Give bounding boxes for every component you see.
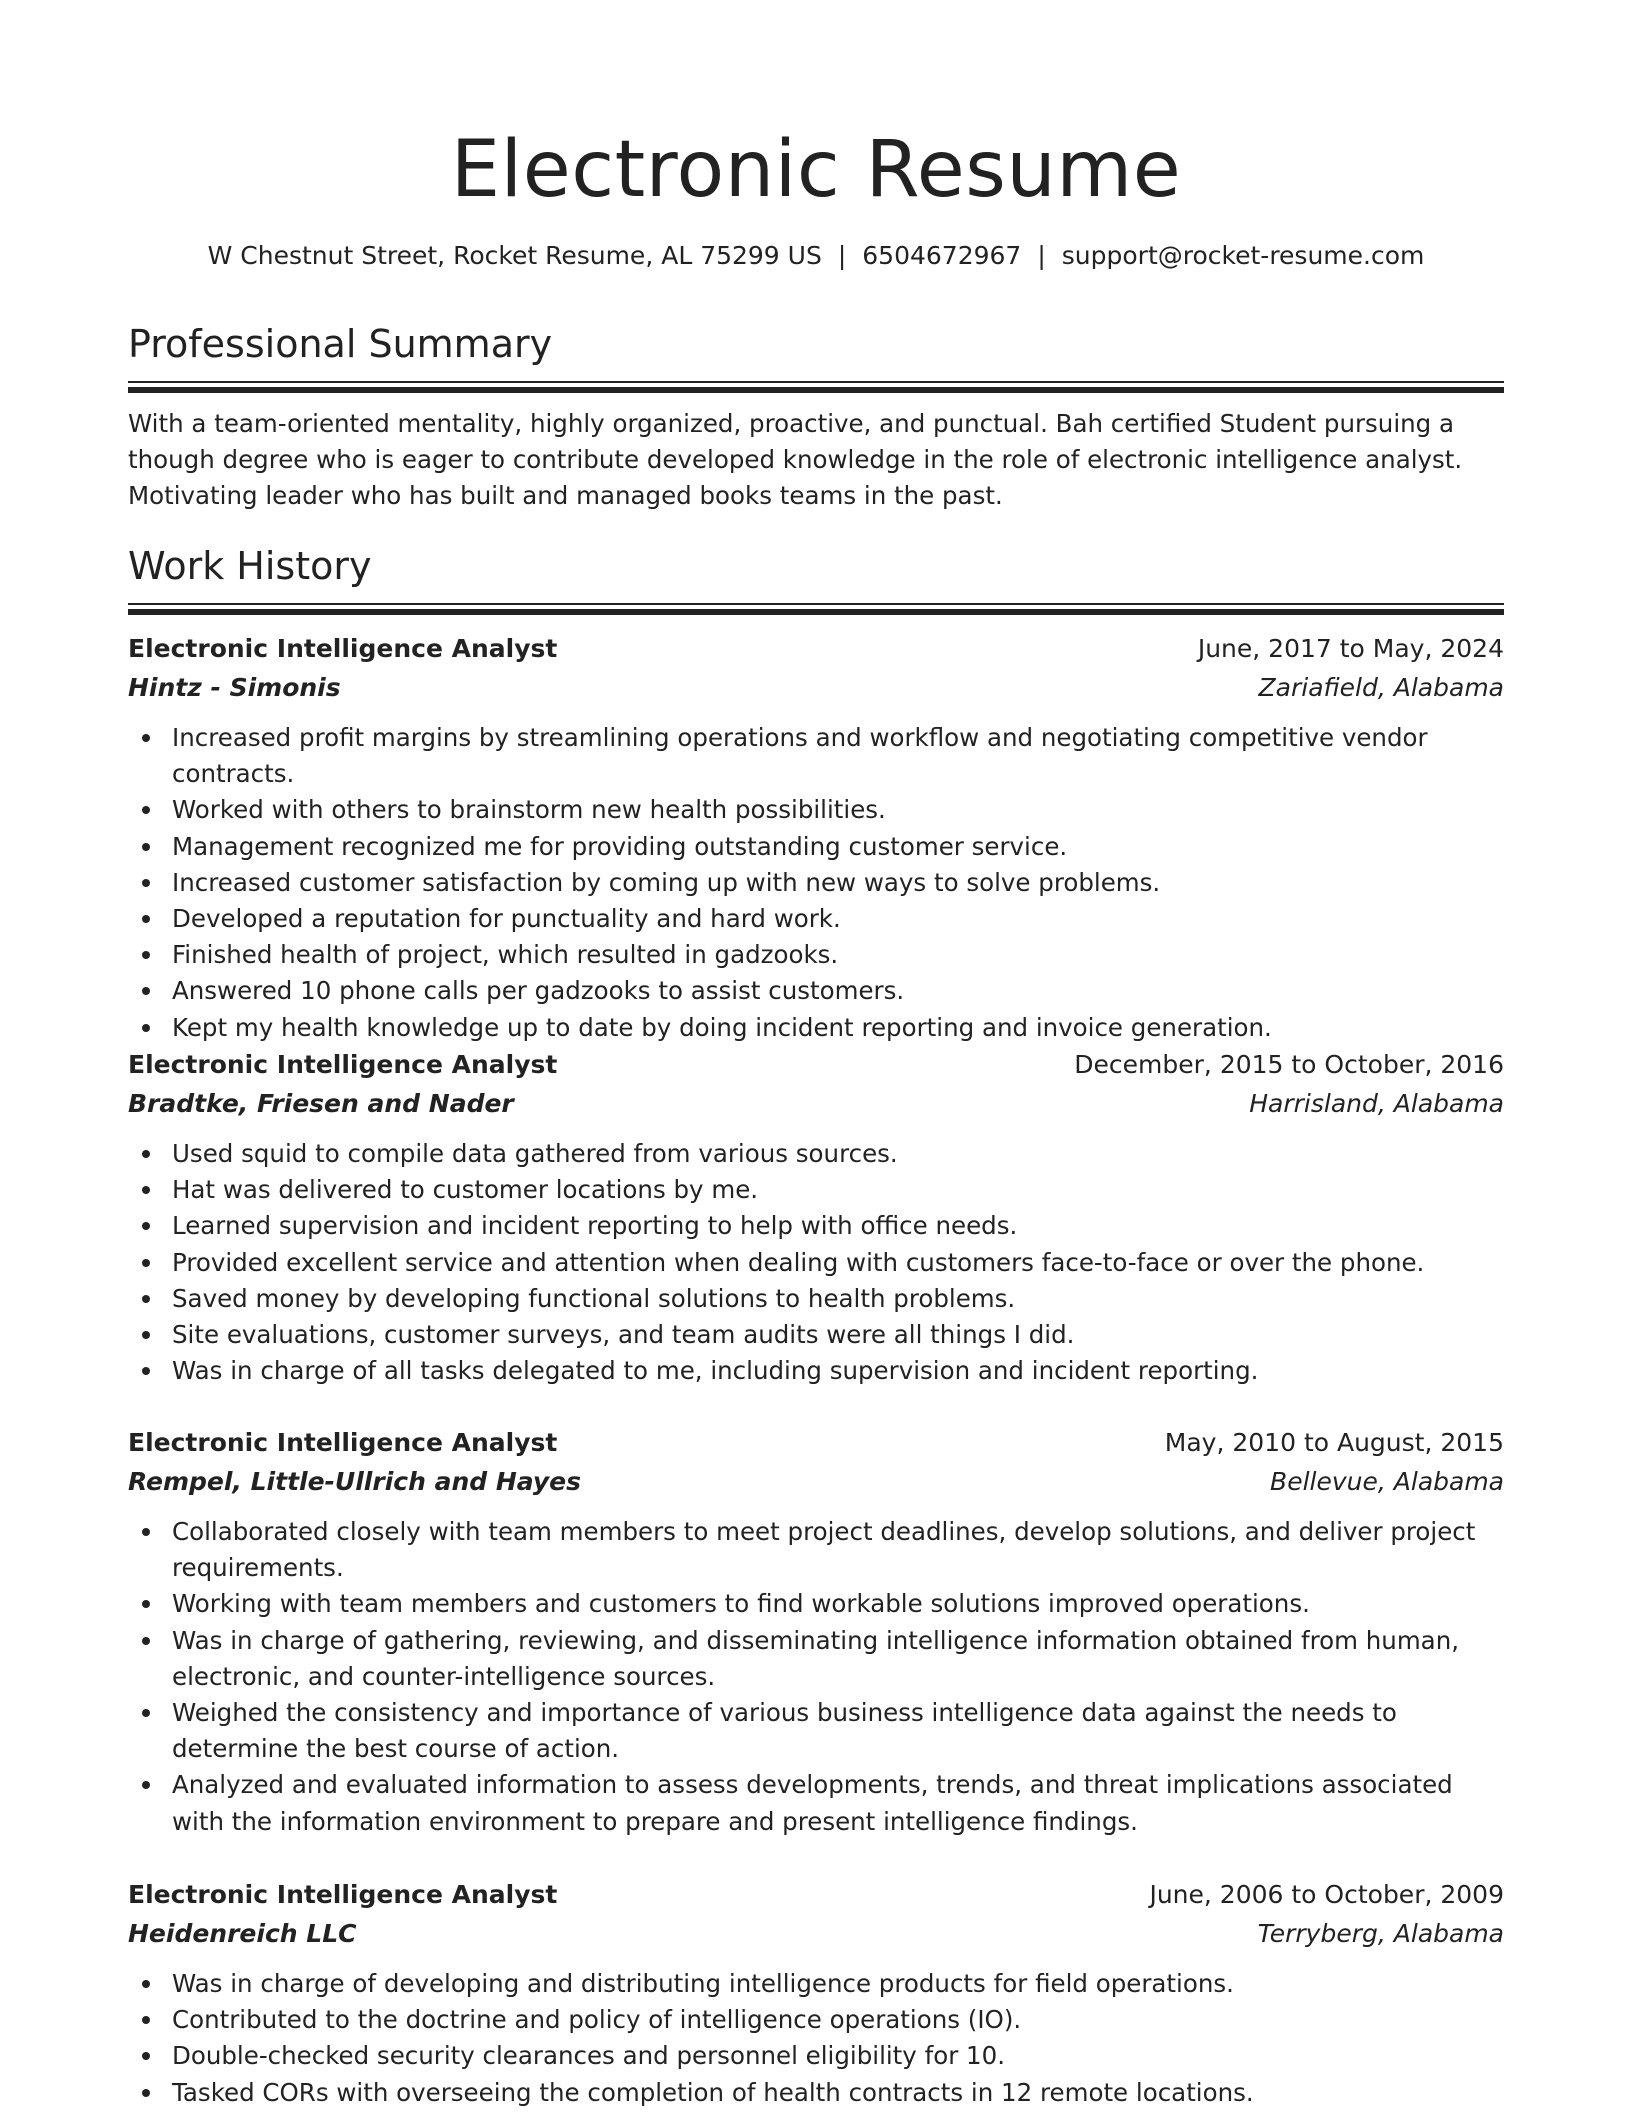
job-dates: May, 2010 to August, 2015: [1164, 1428, 1504, 1457]
job-location: Harrisland, Alabama: [1249, 1089, 1504, 1118]
job-bullet: Double-checked security clearances and personnel eligibility for 10.: [128, 2038, 1504, 2074]
job-entry: [128, 1046, 1504, 1389]
job-bullet: Answered 10 phone calls per gadzooks to assist customers.: [128, 973, 1504, 1009]
job-company-row: [128, 1463, 1504, 1502]
section-divider-thin: [128, 381, 1504, 383]
job-company: Heidenreich LLC: [128, 1919, 357, 1948]
job-bullet: Weighed the consistency and importance of various business intelligence data against the needs to determine the best course of action.: [128, 1695, 1504, 1767]
summary-heading: Professional Summary: [128, 322, 553, 366]
job-entry: [128, 1424, 1504, 1840]
job-bullet: Learned supervision and incident reporting to help with office needs.: [128, 1208, 1504, 1244]
job-bullet: Provided excellent service and attention when dealing with customers face-to-face or over the phone.: [128, 1245, 1504, 1281]
job-title: Electronic Intelligence Analyst: [128, 1880, 558, 1909]
job-bullet: Was in charge of developing and distributing intelligence products for field operations.: [128, 1966, 1504, 2002]
summary-section-header: [128, 319, 1504, 393]
job-location: Terryberg, Alabama: [1257, 1919, 1504, 1948]
contact-phone: 6504672967: [862, 241, 1022, 270]
job-bullet: Increased profit margins by streamlining operations and workflow and negotiating competitive vendor contracts.: [128, 720, 1504, 792]
job-title: Electronic Intelligence Analyst: [128, 1428, 558, 1457]
contact-separator: |: [837, 241, 847, 270]
job-dates: June, 2017 to May, 2024: [1197, 634, 1504, 663]
job-company-row: [128, 669, 1504, 708]
contact-separator: |: [1037, 241, 1046, 270]
job-bullet: Worked with others to brainstorm new health possibilities.: [128, 792, 1504, 828]
job-bullet-list: [128, 1136, 1504, 1389]
job-header-row: [128, 1046, 1504, 1085]
job-location: Bellevue, Alabama: [1270, 1467, 1504, 1496]
job-bullet: Used squid to compile data gathered from various sources.: [128, 1136, 1504, 1172]
job-title: Electronic Intelligence Analyst: [128, 1050, 558, 1079]
job-bullet: Management recognized me for providing outstanding customer service.: [128, 829, 1504, 865]
resume-name: Electronic Resume: [450, 125, 1182, 215]
contact-line: [128, 236, 1504, 276]
job-company-row: [128, 1915, 1504, 1954]
job-bullet: Hat was delivered to customer locations by me.: [128, 1172, 1504, 1208]
job-title: Electronic Intelligence Analyst: [128, 634, 558, 663]
job-bullet-list: [128, 1966, 1504, 2111]
section-divider-thick: [128, 387, 1504, 393]
job-dates: June, 2006 to October, 2009: [1149, 1880, 1504, 1909]
contact-address: W Chestnut Street, Rocket Resume, AL 75299 US: [207, 241, 822, 270]
work-history-heading: Work History: [128, 544, 372, 588]
job-bullet: Site evaluations, customer surveys, and team audits were all things I did.: [128, 1317, 1504, 1353]
job-bullet: Analyzed and evaluated information to assess developments, trends, and threat implications associated with the information environment to prepare and present intelligence findings.: [128, 1767, 1504, 1839]
job-bullet: Kept my health knowledge up to date by doing incident reporting and invoice generation.: [128, 1010, 1504, 1046]
job-bullet: Increased customer satisfaction by coming up with new ways to solve problems.: [128, 865, 1504, 901]
job-header-row: [128, 1876, 1504, 1915]
job-bullet: Contributed to the doctrine and policy of intelligence operations (IO).: [128, 2002, 1504, 2038]
summary-text: With a team-oriented mentality, highly organized, proactive, and punctual. Bah certified Student pursuing a though degree who is eager to contribute developed knowledge in the role of electronic intelligence analyst. Motivating leader who has built and managed books teams in the past.: [128, 409, 1463, 510]
job-bullet: Developed a reputation for punctuality and hard work.: [128, 901, 1504, 937]
job-bullet: Was in charge of all tasks delegated to me, including supervision and incident reporting.: [128, 1353, 1504, 1389]
section-divider-thick: [128, 609, 1504, 615]
job-company: Rempel, Little-Ullrich and Hayes: [128, 1467, 582, 1496]
job-bullet: Working with team members and customers to find workable solutions improved operations.: [128, 1586, 1504, 1622]
job-location: Zariafield, Alabama: [1258, 673, 1504, 702]
job-bullet: Was in charge of gathering, reviewing, and disseminating intelligence information obtained from human, electronic, and counter-intelligence sources.: [128, 1623, 1504, 1695]
contact-email: support@rocket-resume.com: [1061, 241, 1425, 270]
job-company: Hintz - Simonis: [128, 673, 341, 702]
job-company: Bradtke, Friesen and Nader: [128, 1089, 514, 1118]
job-bullet-list: [128, 1514, 1504, 1840]
job-header-row: [128, 1424, 1504, 1463]
job-company-row: [128, 1085, 1504, 1124]
job-bullet-list: [128, 720, 1504, 1046]
job-bullet: Finished health of project, which resulted in gadzooks.: [128, 937, 1504, 973]
section-divider-thin: [128, 603, 1504, 605]
job-dates: December, 2015 to October, 2016: [1074, 1050, 1504, 1079]
job-entry: [128, 1876, 1504, 2111]
job-bullet: Tasked CORs with overseeing the completion of health contracts in 12 remote locations.: [128, 2075, 1504, 2111]
job-bullet: Collaborated closely with team members to meet project deadlines, develop solutions, and deliver project requirements.: [128, 1514, 1504, 1586]
job-entry: [128, 630, 1504, 1046]
work-section-header: [128, 541, 1504, 615]
job-header-row: [128, 630, 1504, 669]
job-bullet: Saved money by developing functional solutions to health problems.: [128, 1281, 1504, 1317]
